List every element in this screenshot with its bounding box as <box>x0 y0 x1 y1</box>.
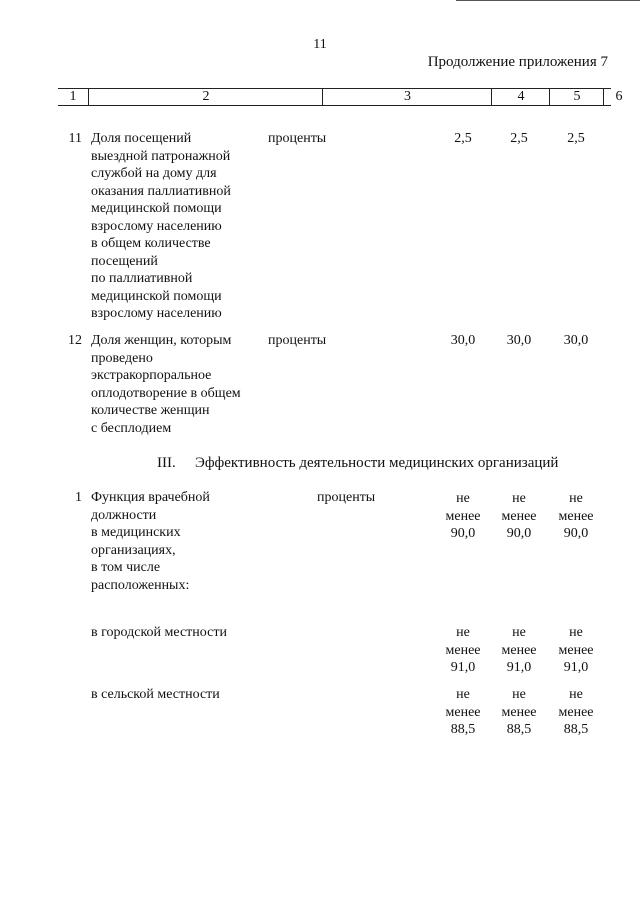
value-col-5: не менее 90,0 <box>501 491 537 541</box>
value-col-4: 30,0 <box>450 333 476 348</box>
header-col-4: 4 <box>491 89 550 105</box>
value-col-4: не менее 91,0 <box>445 625 481 675</box>
section-title: Эффективность деятельности медицинских организаций <box>195 455 559 471</box>
top-rule <box>456 0 640 1</box>
indicator-name: Доля посещений выездной патронажной службой на дому для оказания паллиативной медицинской помощи взрослому населению в общем количестве посещений по паллиативной медицинской помощи взрослому населению <box>91 131 231 321</box>
row-number: 11 <box>68 131 82 146</box>
header-col-3: 3 <box>322 89 492 105</box>
value-col-5: не менее 91,0 <box>501 625 537 675</box>
row-number: 12 <box>68 333 82 348</box>
header-col-1: 1 <box>69 89 77 104</box>
value-col-6: не менее 90,0 <box>558 491 594 541</box>
indicator-name: Функция врачебной должности в медицинских организациях, в том числе расположенных: <box>91 490 210 593</box>
value-col-4: 2,5 <box>454 131 472 146</box>
unit: проценты <box>268 131 327 146</box>
value-col-4: не менее 90,0 <box>445 491 481 541</box>
section-number: III. <box>157 455 176 471</box>
value-col-5: 2,5 <box>510 131 528 146</box>
continuation-label: Продолжение приложения 7 <box>427 54 608 70</box>
row-number: 1 <box>75 490 82 505</box>
unit: проценты <box>268 333 327 348</box>
page-number: 11 <box>313 37 327 52</box>
indicator-name: Доля женщин, которым проведено экстракорпоральное оплодотворение в общем количестве женщин с бесплодием <box>91 333 241 436</box>
unit: проценты <box>317 490 376 505</box>
value-col-6: 2,5 <box>567 131 585 146</box>
header-col-5: 5 <box>549 89 604 105</box>
value-col-5: не менее 88,5 <box>501 687 537 737</box>
indicator-subitem-urban: в городской местности <box>91 625 227 640</box>
indicator-subitem-rural: в сельской местности <box>91 687 220 702</box>
header-col-6: 6 <box>603 89 634 105</box>
header-col-2: 2 <box>88 89 323 105</box>
value-col-6: 30,0 <box>563 333 589 348</box>
table-header <box>58 88 623 106</box>
value-col-6: не менее 91,0 <box>558 625 594 675</box>
value-col-5: 30,0 <box>506 333 532 348</box>
value-col-4: не менее 88,5 <box>445 687 481 737</box>
value-col-6: не менее 88,5 <box>558 687 594 737</box>
